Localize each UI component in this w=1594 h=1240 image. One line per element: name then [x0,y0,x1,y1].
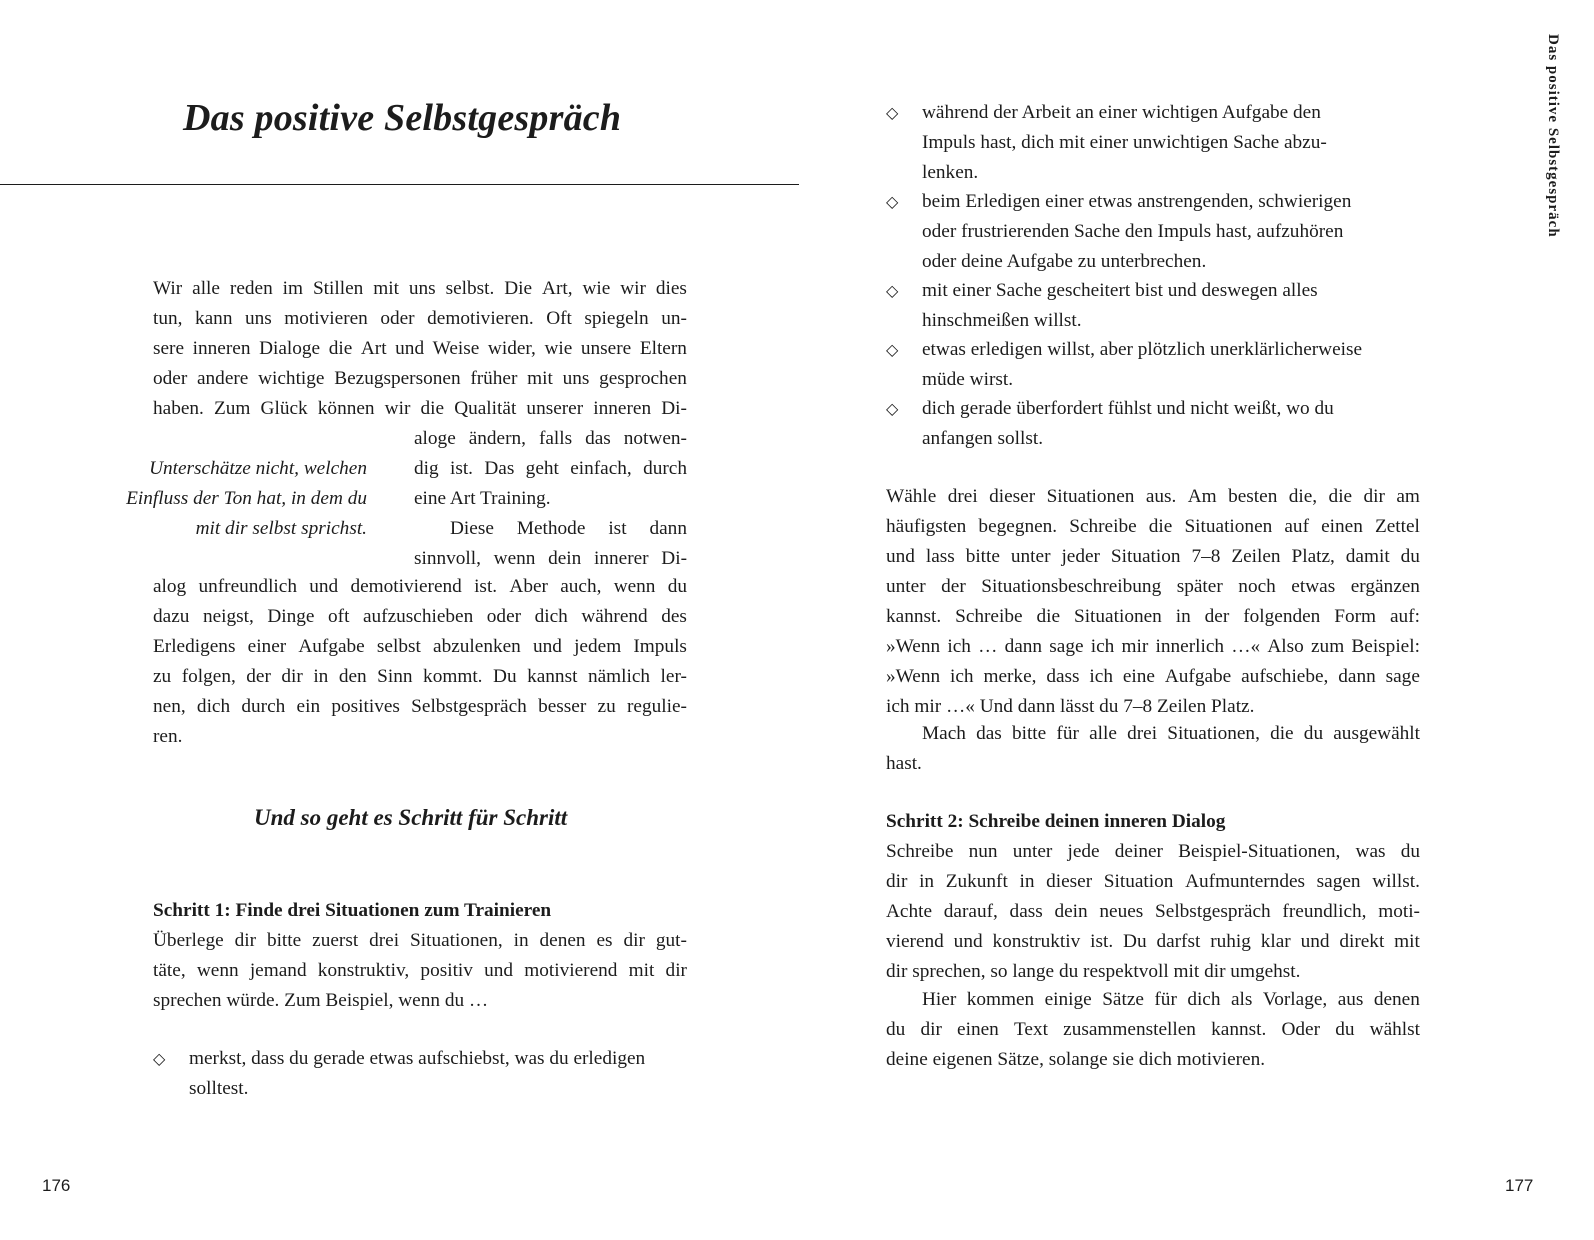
intro-paragraph [153,274,687,424]
text-line: oder andere wichtige Bezugspersonen früher mit uns gesprochen [153,368,687,389]
text-line: vierend und konstruktiv ist. Du darfst ruhig klar und direkt mit [886,931,1420,952]
bullet-item [886,98,1426,188]
text-line: sprechen würde. Zum Beispiel, wenn du … [153,990,489,1011]
text-line: nen, dich durch ein positives Selbstgespräch besser zu regulie- [153,696,687,717]
text-line: ich mir …« Und dann lässt du 7–8 Zeilen Platz. [886,696,1255,717]
text-line: haben. Zum Glück können wir die Qualität unserer inneren Di- [153,398,687,419]
text-line: tun, kann uns motivieren oder demotivieren. Oft spiegeln un- [153,308,687,329]
quote-line: Unterschätze nicht, welchen [149,458,367,479]
diamond-bullet-icon: ◇ [886,399,899,418]
bullet-line: dich gerade überfordert fühlst und nicht weißt, wo du [922,398,1334,419]
bullet-line: Impuls hast, dich mit einer unwichtigen Sache abzu- [922,132,1327,153]
text-line: kannst. Schreibe die Situationen in der folgenden Form auf: [886,606,1420,627]
text-line: »Wenn ich merke, dass ich eine Aufgabe aufschiebe, dann sage [886,666,1420,687]
text-line: sinnvoll, wenn dein innerer Di- [414,548,687,569]
text-line: dir in Zukunft in dieser Situation Aufmunterndes sagen willst. [886,871,1420,892]
text-line: Wähle drei dieser Situationen aus. Am besten die, die dir am [886,486,1420,507]
bullet-item [886,335,1426,395]
title-rule [0,184,799,185]
bullet-line: mit einer Sache gescheitert bist und deswegen alles [922,280,1318,301]
text-line: Achte darauf, dass dein neues Selbstgespräch freundlich, moti- [886,901,1420,922]
text-line: zu folgen, der dir in den Sinn kommt. Du kannst nämlich ler- [153,666,687,687]
text-line: dig ist. Das geht einfach, durch [414,458,687,479]
section-heading: Und so geht es Schritt für Schritt [254,805,568,830]
text-line: deine eigenen Sätze, solange sie dich motivieren. [886,1049,1266,1070]
step1-paragraph [153,926,687,1016]
bullet-item [886,276,1426,336]
text-line: hast. [886,753,922,774]
bullet-line: merkst, dass du gerade etwas aufschiebst, was du erledigen [189,1048,646,1069]
bullet-line: hinschmeißen willst. [922,310,1082,331]
diamond-bullet-icon: ◇ [886,340,899,359]
bullet-line: beim Erledigen einer etwas anstrengenden, schwierigen [922,191,1352,212]
bullet-line: müde wirst. [922,369,1014,390]
bullet-text [922,276,1318,336]
text-line: unter der Situationsbeschreibung später noch etwas ergänzen [886,576,1420,597]
text-line: Mach das bitte für alle drei Situationen, die du ausgewählt [922,723,1420,744]
text-line: Schreibe nun unter jede deiner Beispiel-Situationen, was du [886,841,1420,862]
step2-paragraph [886,837,1420,987]
text-line: und lass bitte unter jeder Situation 7–8 Zeilen Platz, damit du [886,546,1420,567]
text-line: Hier kommen einige Sätze für dich als Vorlage, aus denen [922,989,1420,1010]
page-number-left: 176 [42,1176,71,1195]
text-line: dir sprechen, so lange du respektvoll mit dir umgehst. [886,961,1301,982]
bullet-line: oder frustrierenden Sache den Impuls hast, aufzuhören [922,221,1344,242]
quote-line: mit dir selbst sprichst. [195,518,367,539]
margin-quote [110,454,367,544]
bullet-text [922,335,1362,395]
text-line: »Wenn ich … dann sage ich mir innerlich …« Also zum Beispiel: [886,636,1420,657]
bullet-line: oder deine Aufgabe zu unterbrechen. [922,251,1207,272]
text-line: eine Art Training. [414,488,551,509]
text-line: sere inneren Dialoge die Art und Weise wider, wie unsere Eltern [153,338,687,359]
bullet-text [189,1044,645,1104]
bullet-item [886,394,1426,454]
bullet-line: während der Arbeit an einer wichtigen Aufgabe den [922,102,1321,123]
intro-paragraph-narrow [414,424,687,574]
quote-line: Einfluss der Ton hat, in dem du [126,488,367,509]
bullet-text [922,394,1334,454]
step2-paragraph-2 [886,985,1420,1075]
diamond-bullet-icon: ◇ [886,103,899,122]
diamond-bullet-icon: ◇ [886,192,899,211]
diamond-bullet-icon: ◇ [153,1049,166,1068]
text-line: Wir alle reden im Stillen mit uns selbst. Die Art, wie wir dies [153,278,687,299]
text-line: aloge ändern, falls das notwen- [414,428,687,449]
text-line: du dir einen Text zusammenstellen kannst. Oder du wählst [886,1019,1420,1040]
running-head: Das positive Selbstgespräch [1545,34,1561,238]
intro-paragraph-rest [153,572,687,752]
chapter-title: Das positive Selbstgespräch [183,97,622,139]
page-number-right: 177 [1505,1176,1534,1195]
text-line: ren. [153,726,183,747]
bullet-line: etwas erledigen willst, aber plötzlich unerklärlicherweise [922,339,1363,360]
diamond-bullet-icon: ◇ [886,281,899,300]
bullet-item [153,1044,687,1104]
instructions-paragraph [886,482,1420,722]
text-line: Diese Methode ist dann [450,518,687,539]
bullet-text [922,98,1327,188]
bullet-line: solltest. [189,1078,249,1099]
instructions-paragraph-2 [886,719,1420,779]
text-line: täte, wenn jemand konstruktiv, positiv und motivierend mit dir [153,960,687,981]
text-line: Überlege dir bitte zuerst drei Situationen, in denen es dir gut- [153,930,687,951]
step2-heading: Schritt 2: Schreibe deinen inneren Dialog [886,811,1226,832]
text-line: dazu neigst, Dinge oft aufzuschieben oder dich während des [153,606,687,627]
bullet-line: lenken. [922,162,979,183]
bullet-item [886,187,1426,277]
text-line: Erledigens einer Aufgabe selbst abzulenken und jedem Impuls [153,636,687,657]
step1-heading: Schritt 1: Finde drei Situationen zum Trainieren [153,900,552,921]
text-line: häufigsten begegnen. Schreibe die Situationen auf einen Zettel [886,516,1420,537]
bullet-line: anfangen sollst. [922,428,1044,449]
bullet-text [922,187,1351,277]
text-line: alog unfreundlich und demotivierend ist. Aber auch, wenn du [153,576,687,597]
